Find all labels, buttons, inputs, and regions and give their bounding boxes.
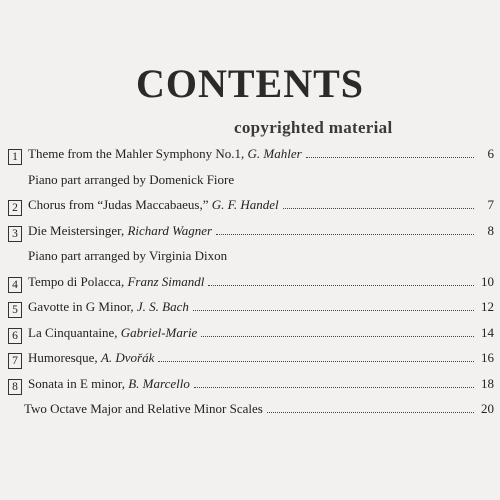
entry-title: Die Meistersinger, Richard Wagner xyxy=(28,222,213,238)
entry-number-box: 8 xyxy=(8,379,22,395)
entry-number-box: 4 xyxy=(8,277,22,293)
dot-leader xyxy=(158,361,474,362)
entry-title: Two Octave Major and Relative Minor Scales xyxy=(24,401,263,416)
entry-number-box: 6 xyxy=(8,328,22,344)
entry-title: La Cinquantaine, Gabriel-Marie xyxy=(28,324,198,340)
entry-page-number: 6 xyxy=(487,146,494,161)
contents-entry xyxy=(8,376,494,402)
contents-entry xyxy=(8,146,494,172)
arranger-note: Piano part arranged by Virginia Dixon xyxy=(28,248,228,263)
entry-composer: A. Dvořák xyxy=(100,350,155,365)
entry-page-number: 7 xyxy=(487,197,494,212)
entry-composer: G. F. Handel xyxy=(211,197,279,212)
entry-composer: B. Marcello xyxy=(128,375,190,391)
entry-number-box: 3 xyxy=(8,226,22,242)
entry-page-number: 18 xyxy=(481,375,494,391)
dot-leader xyxy=(216,234,474,235)
entry-title: Sonata in E minor, B. Marcello xyxy=(28,375,190,391)
entry-composer: Richard Wagner xyxy=(127,222,213,238)
entry-title: Chorus from “Judas Maccabaeus,” G. F. Handel xyxy=(28,197,279,212)
dot-leader xyxy=(283,208,474,209)
dot-leader xyxy=(306,157,474,158)
entry-title: Theme from the Mahler Symphony No.1, G. Mahler xyxy=(28,146,302,161)
entry-composer: G. Mahler xyxy=(247,146,302,161)
contents-note xyxy=(8,248,494,274)
entry-page-number: 8 xyxy=(487,222,494,238)
dot-leader xyxy=(208,285,474,286)
contents-entry xyxy=(8,401,494,427)
entry-title: Tempo di Polacca, Franz Simandl xyxy=(28,273,205,289)
entry-page-number: 10 xyxy=(481,273,494,289)
watermark-text: copyrighted material xyxy=(234,118,393,137)
entry-composer: Gabriel-Marie xyxy=(120,324,198,340)
entry-page-number: 12 xyxy=(481,299,494,314)
contents-entry xyxy=(8,197,494,223)
entry-composer: Franz Simandl xyxy=(127,273,205,289)
contents-list xyxy=(8,146,494,427)
entry-composer: J. S. Bach xyxy=(136,299,189,314)
dot-leader xyxy=(201,336,474,337)
entry-number-box: 7 xyxy=(8,353,22,369)
entry-number-box: 5 xyxy=(8,302,22,318)
entry-page-number: 16 xyxy=(481,350,494,365)
entry-page-number: 20 xyxy=(481,401,494,416)
entry-title: Humoresque, A. Dvořák xyxy=(28,350,155,365)
contents-note xyxy=(8,172,494,198)
contents-entry xyxy=(8,274,494,300)
contents-entry xyxy=(8,325,494,351)
page-title: CONTENTS xyxy=(135,61,365,106)
contents-entry xyxy=(8,350,494,376)
contents-entry xyxy=(8,299,494,325)
dot-leader xyxy=(194,387,474,388)
entry-number-box: 1 xyxy=(8,149,22,165)
dot-leader xyxy=(193,310,474,311)
entry-number-box: 2 xyxy=(8,200,22,216)
arranger-note: Piano part arranged by Domenick Fiore xyxy=(28,171,235,187)
entry-title: Gavotte in G Minor, J. S. Bach xyxy=(28,299,189,314)
contents-entry xyxy=(8,223,494,249)
entry-page-number: 14 xyxy=(481,324,494,340)
dot-leader xyxy=(267,412,474,413)
